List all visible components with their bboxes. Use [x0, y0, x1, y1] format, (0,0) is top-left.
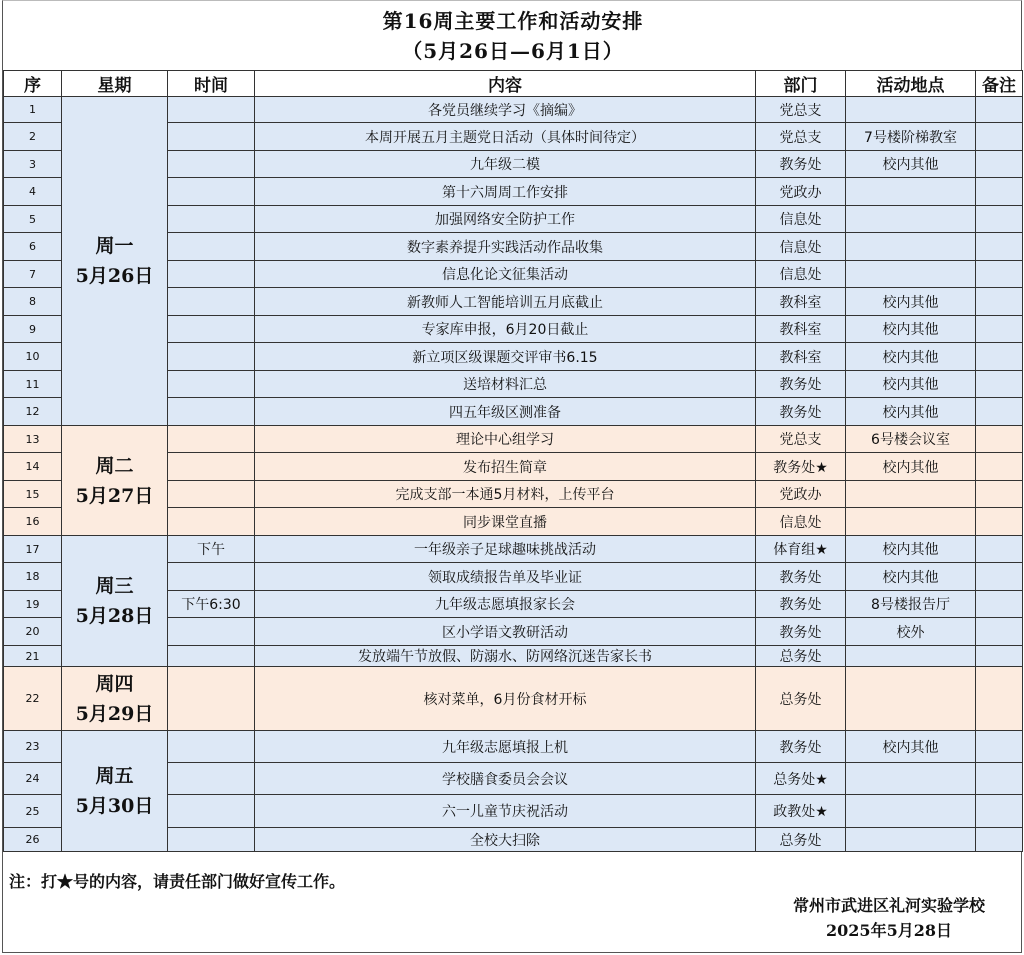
row-number: 18	[4, 563, 62, 591]
table-row	[4, 426, 1023, 453]
dept-cell: 教务处★	[756, 453, 846, 481]
row-number: 5	[4, 206, 62, 233]
schedule-body	[4, 97, 1023, 852]
place-cell	[846, 206, 976, 233]
place-cell	[846, 261, 976, 288]
time-cell	[168, 763, 255, 795]
note-cell	[976, 563, 1023, 591]
content-cell: 专家库申报，6月20日截止	[255, 316, 756, 343]
content-cell: 学校膳食委员会会议	[255, 763, 756, 795]
time-cell	[168, 795, 255, 828]
content-cell: 新立项区级课题交评审书6.15	[255, 343, 756, 371]
time-cell	[168, 453, 255, 481]
weekday-cell	[62, 536, 168, 667]
row-number: 26	[4, 828, 62, 852]
content-cell: 新教师人工智能培训五月底截止	[255, 288, 756, 316]
time-cell	[168, 316, 255, 343]
row-number: 1	[4, 97, 62, 123]
content-cell: 四五年级区测准备	[255, 398, 756, 426]
time-cell	[168, 426, 255, 453]
weekday-label: 周三	[95, 575, 134, 597]
note-cell	[976, 763, 1023, 795]
note-cell	[976, 398, 1023, 426]
dept-cell: 教科室	[756, 288, 846, 316]
place-cell	[846, 178, 976, 206]
dept-cell: 信息处	[756, 261, 846, 288]
place-cell: 校内其他	[846, 343, 976, 371]
content-cell: 本周开展五月主题党日活动（具体时间待定）	[255, 123, 756, 151]
dept-cell: 党总支	[756, 426, 846, 453]
content-cell: 发布招生简章	[255, 453, 756, 481]
page-title: 第16周主要工作和活动安排	[382, 9, 644, 33]
content-cell: 领取成绩报告单及毕业证	[255, 563, 756, 591]
note-cell	[976, 151, 1023, 178]
dept-cell: 教务处	[756, 591, 846, 618]
weekday-cell	[62, 667, 168, 731]
place-cell	[846, 828, 976, 852]
table-row	[4, 97, 1023, 123]
dept-cell: 教务处	[756, 563, 846, 591]
header-weekday: 星期	[62, 71, 168, 97]
weekday-date: 5月30日	[75, 795, 154, 817]
row-number: 25	[4, 795, 62, 828]
weekday-label: 周五	[95, 765, 134, 787]
row-number: 21	[4, 646, 62, 667]
school-name: 常州市武进区礼河实验学校	[792, 896, 985, 915]
content-cell: 九年级志愿填报家长会	[255, 591, 756, 618]
weekday-cell	[62, 97, 168, 426]
note-cell	[976, 206, 1023, 233]
place-cell: 校内其他	[846, 371, 976, 398]
content-cell: 九年级志愿填报上机	[255, 731, 756, 763]
schedule-table	[3, 70, 1023, 852]
header-place: 活动地点	[846, 71, 976, 97]
row-number: 9	[4, 316, 62, 343]
note-cell	[976, 646, 1023, 667]
content-cell: 各党员继续学习《摘编》	[255, 97, 756, 123]
row-number: 3	[4, 151, 62, 178]
content-cell: 一年级亲子足球趣味挑战活动	[255, 536, 756, 563]
row-number: 7	[4, 261, 62, 288]
table-row	[4, 667, 1023, 731]
header-row	[4, 71, 1023, 97]
dept-cell: 总务处	[756, 667, 846, 731]
time-cell	[168, 97, 255, 123]
place-cell: 校内其他	[846, 398, 976, 426]
dept-cell: 体育组★	[756, 536, 846, 563]
content-cell: 同步课堂直播	[255, 508, 756, 536]
content-cell: 数字素养提升实践活动作品收集	[255, 233, 756, 261]
place-cell: 校内其他	[846, 536, 976, 563]
dept-cell: 教务处	[756, 618, 846, 646]
weekday-label: 周四	[95, 672, 134, 695]
note-cell	[976, 536, 1023, 563]
note-cell	[976, 261, 1023, 288]
time-cell	[168, 151, 255, 178]
time-cell	[168, 508, 255, 536]
time-cell	[168, 371, 255, 398]
place-cell: 校内其他	[846, 288, 976, 316]
dept-cell: 信息处	[756, 206, 846, 233]
dept-cell: 信息处	[756, 233, 846, 261]
time-cell	[168, 646, 255, 667]
page-subtitle: （5月26日—6月1日）	[402, 39, 624, 63]
row-number: 16	[4, 508, 62, 536]
place-cell	[846, 233, 976, 261]
row-number: 20	[4, 618, 62, 646]
dept-cell: 政教处★	[756, 795, 846, 828]
dept-cell: 总务处	[756, 828, 846, 852]
time-cell	[168, 261, 255, 288]
header-content: 内容	[255, 71, 756, 97]
place-cell: 校外	[846, 618, 976, 646]
note-cell	[976, 288, 1023, 316]
weekday-label: 周一	[95, 235, 134, 257]
place-cell: 校内其他	[846, 151, 976, 178]
note-cell	[976, 426, 1023, 453]
time-cell	[168, 398, 255, 426]
place-cell: 校内其他	[846, 563, 976, 591]
time-cell: 下午	[168, 536, 255, 563]
dept-cell: 教务处	[756, 398, 846, 426]
time-cell	[168, 563, 255, 591]
header-note: 备注	[976, 71, 1023, 97]
content-cell: 信息化论文征集活动	[255, 261, 756, 288]
place-cell: 6号楼会议室	[846, 426, 976, 453]
time-cell	[168, 828, 255, 852]
header-no: 序	[4, 71, 62, 97]
dept-cell: 信息处	[756, 508, 846, 536]
note-cell	[976, 316, 1023, 343]
row-number: 14	[4, 453, 62, 481]
note-cell	[976, 453, 1023, 481]
content-cell: 发放端午节放假、防溺水、防网络沉迷告家长书	[255, 646, 756, 667]
row-number: 11	[4, 371, 62, 398]
note-cell	[976, 828, 1023, 852]
dept-cell: 教科室	[756, 316, 846, 343]
weekday-cell	[62, 426, 168, 536]
time-cell	[168, 123, 255, 151]
dept-cell: 总务处★	[756, 763, 846, 795]
dept-cell: 教科室	[756, 343, 846, 371]
header-dept: 部门	[756, 71, 846, 97]
row-number: 19	[4, 591, 62, 618]
weekday-date: 5月27日	[75, 484, 154, 507]
note-cell	[976, 618, 1023, 646]
note-cell	[976, 508, 1023, 536]
row-number: 22	[4, 667, 62, 731]
weekday-date: 5月29日	[75, 702, 154, 725]
time-cell	[168, 288, 255, 316]
content-cell: 理论中心组学习	[255, 426, 756, 453]
row-number: 23	[4, 731, 62, 763]
weekday-label: 周二	[95, 454, 134, 477]
note-cell	[976, 731, 1023, 763]
note-cell	[976, 123, 1023, 151]
issue-date: 2025年5月28日	[826, 921, 952, 940]
time-cell	[168, 667, 255, 731]
content-cell: 全校大扫除	[255, 828, 756, 852]
row-number: 2	[4, 123, 62, 151]
note-cell	[976, 481, 1023, 508]
place-cell	[846, 667, 976, 731]
time-cell	[168, 233, 255, 261]
note-cell	[976, 591, 1023, 618]
time-cell	[168, 343, 255, 371]
footnote: 注：打★号的内容，请责任部门做好宣传工作。	[9, 872, 346, 891]
note-cell	[976, 97, 1023, 123]
time-cell	[168, 731, 255, 763]
row-number: 24	[4, 763, 62, 795]
dept-cell: 总务处	[756, 646, 846, 667]
place-cell: 7号楼阶梯教室	[846, 123, 976, 151]
row-number: 15	[4, 481, 62, 508]
table-row	[4, 731, 1023, 763]
content-cell: 第十六周周工作安排	[255, 178, 756, 206]
row-number: 4	[4, 178, 62, 206]
content-cell: 完成支部一本通5月材料，上传平台	[255, 481, 756, 508]
place-cell	[846, 481, 976, 508]
dept-cell: 教务处	[756, 151, 846, 178]
note-cell	[976, 343, 1023, 371]
note-cell	[976, 371, 1023, 398]
content-cell: 加强网络安全防护工作	[255, 206, 756, 233]
dept-cell: 教务处	[756, 731, 846, 763]
content-cell: 核对菜单，6月份食材开标	[255, 667, 756, 731]
time-cell	[168, 206, 255, 233]
weekday-date: 5月28日	[75, 605, 154, 627]
place-cell	[846, 97, 976, 123]
row-number: 12	[4, 398, 62, 426]
place-cell: 校内其他	[846, 731, 976, 763]
dept-cell: 党政办	[756, 481, 846, 508]
row-number: 8	[4, 288, 62, 316]
row-number: 6	[4, 233, 62, 261]
dept-cell: 党总支	[756, 97, 846, 123]
dept-cell: 党总支	[756, 123, 846, 151]
time-cell	[168, 178, 255, 206]
place-cell	[846, 795, 976, 828]
place-cell	[846, 508, 976, 536]
dept-cell: 教务处	[756, 371, 846, 398]
place-cell	[846, 763, 976, 795]
content-cell: 六一儿童节庆祝活动	[255, 795, 756, 828]
time-cell: 下午6:30	[168, 591, 255, 618]
row-number: 13	[4, 426, 62, 453]
time-cell	[168, 618, 255, 646]
content-cell: 九年级二模	[255, 151, 756, 178]
schedule-sheet	[2, 0, 1022, 953]
content-cell: 送培材料汇总	[255, 371, 756, 398]
note-cell	[976, 795, 1023, 828]
note-cell	[976, 233, 1023, 261]
place-cell: 校内其他	[846, 316, 976, 343]
header-time: 时间	[168, 71, 255, 97]
table-row	[4, 536, 1023, 563]
place-cell: 8号楼报告厅	[846, 591, 976, 618]
row-number: 17	[4, 536, 62, 563]
place-cell	[846, 646, 976, 667]
row-number: 10	[4, 343, 62, 371]
note-cell	[976, 667, 1023, 731]
time-cell	[168, 481, 255, 508]
weekday-cell	[62, 731, 168, 852]
weekday-date: 5月26日	[75, 265, 154, 287]
note-cell	[976, 178, 1023, 206]
place-cell: 校内其他	[846, 453, 976, 481]
content-cell: 区小学语文教研活动	[255, 618, 756, 646]
dept-cell: 党政办	[756, 178, 846, 206]
